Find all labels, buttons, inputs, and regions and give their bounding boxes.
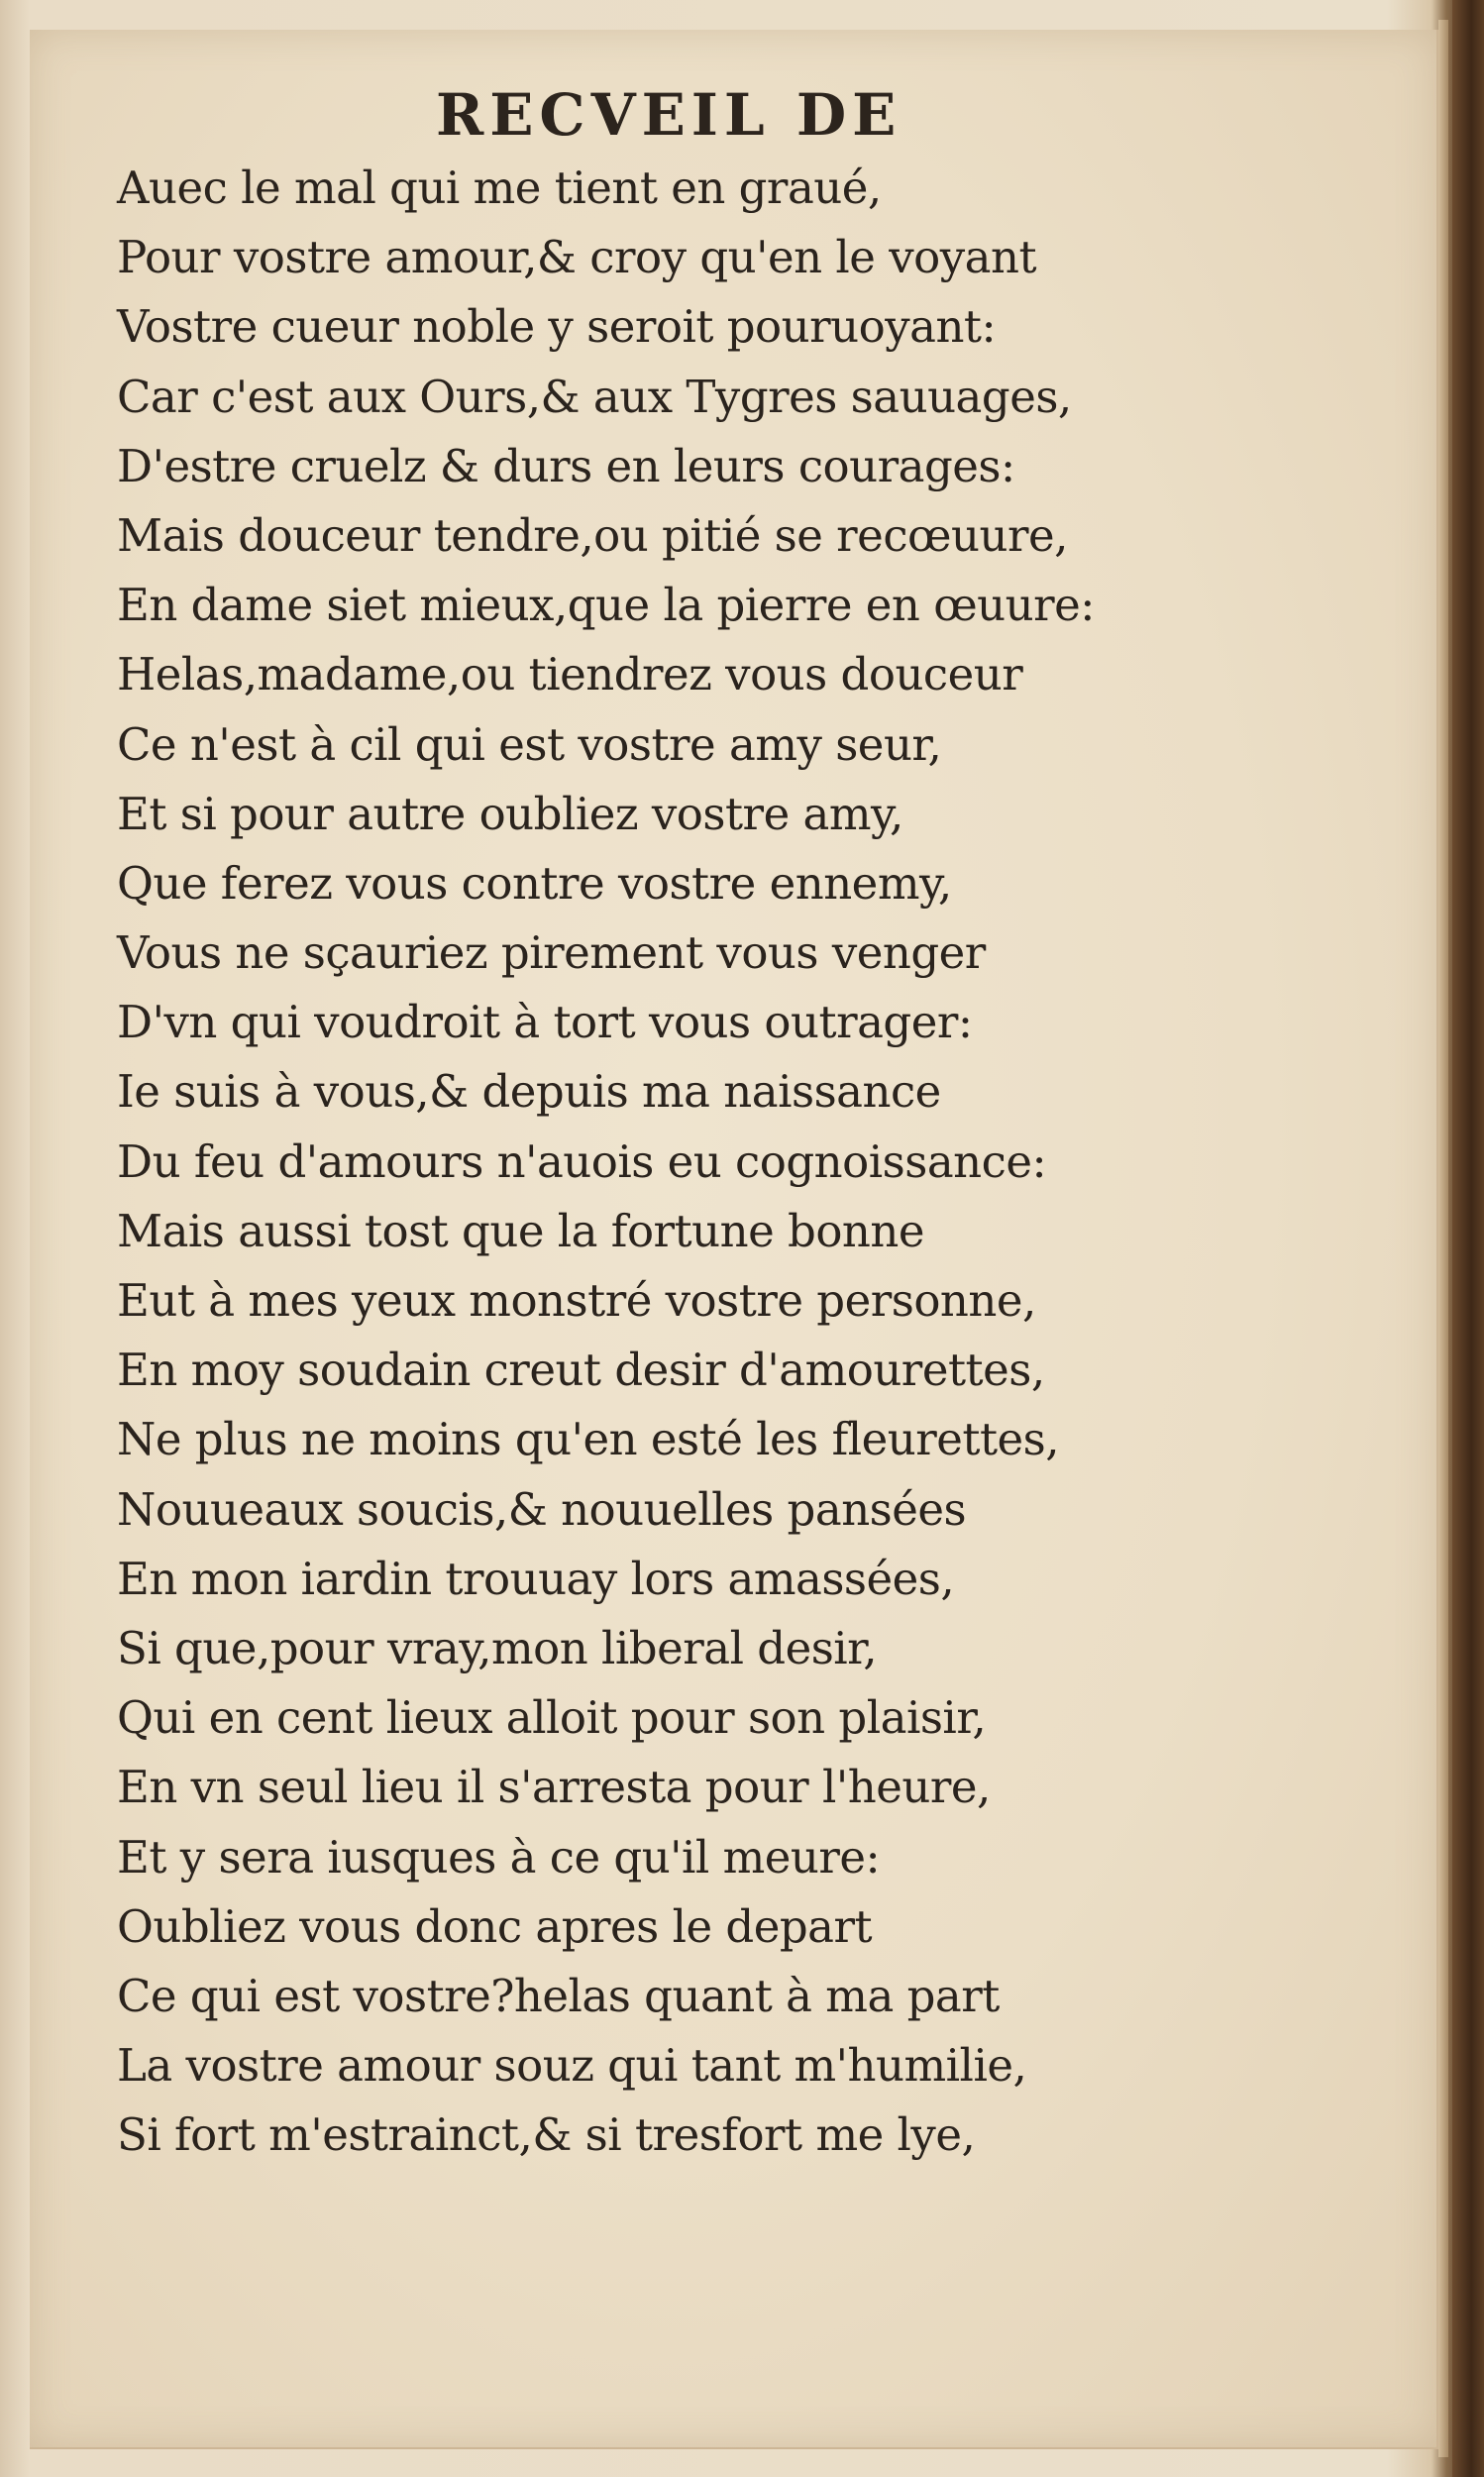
verse-line: Que ferez vous contre vostre ennemy, xyxy=(117,856,952,910)
verse-line: D'vn qui voudroit à tort vous outrager: xyxy=(117,996,973,1049)
verse-line: Du feu d'amours n'auois eu cognoissance: xyxy=(117,1134,1047,1188)
verse-line: D'estre cruelz & durs en leurs courages: xyxy=(117,439,1015,492)
verse-line: En mon iardin trouuay lors amassées, xyxy=(117,1552,955,1605)
verse-line: Mais douceur tendre,ou pitié se recœuure, xyxy=(117,508,1068,562)
verse-line: Si fort m'estrainct,& si tresfort me lye, xyxy=(117,2108,976,2162)
running-header: RECVEIL DE xyxy=(436,81,902,149)
verse-line: En vn seul lieu il s'arresta pour l'heure, xyxy=(117,1761,991,1814)
verse-line: Nouueaux soucis,& nouuelles pansées xyxy=(117,1482,967,1536)
verse-line: Et si pour autre oubliez vostre amy, xyxy=(117,787,903,840)
verse-text xyxy=(117,154,1425,2170)
verse-line: Et y sera iusques à ce qu'il meure: xyxy=(117,1830,881,1884)
verse-line: Eut à mes yeux monstré vostre personne, xyxy=(117,1274,1036,1327)
verse-line: La vostre amour souz qui tant m'humilie, xyxy=(117,2039,1027,2093)
verse-line: Mais aussi tost que la fortune bonne xyxy=(117,1204,925,1257)
page-edge xyxy=(1438,20,1448,2457)
verse-line: Vostre cueur noble y seroit pouruoyant: xyxy=(117,300,997,354)
verse-line: Ce qui est vostre?helas quant à ma part xyxy=(117,1969,1000,2022)
book-spine xyxy=(1452,0,1484,2477)
verse-line: Pour vostre amour,& croy qu'en le voyant xyxy=(117,231,1037,284)
verse-line: Vous ne sçauriez pirement vous venger xyxy=(117,926,986,980)
verse-line: Ce n'est à cil qui est vostre amy seur, xyxy=(117,717,942,771)
verse-line: Ie suis à vous,& depuis ma naissance xyxy=(117,1065,941,1119)
verse-line: Si que,pour vray,mon liberal desir, xyxy=(117,1621,878,1674)
verse-line: Oubliez vous donc apres le depart xyxy=(117,1899,873,1953)
verse-line: Helas,madame,ou tiendrez vous douceur xyxy=(117,648,1023,701)
verse-line: En dame siet mieux,que la pierre en œuure: xyxy=(117,579,1095,632)
verse-line: Car c'est aux Ours,& aux Tygres sauuages, xyxy=(117,370,1072,423)
verse-line: En moy soudain creut desir d'amourettes, xyxy=(117,1344,1045,1397)
verse-line: Qui en cent lieux alloit pour son plaisir, xyxy=(117,1691,987,1745)
verse-line: Ne plus ne moins qu'en esté les fleurettes, xyxy=(117,1413,1060,1466)
verse-line: Auec le mal qui me tient en graué, xyxy=(117,162,882,214)
